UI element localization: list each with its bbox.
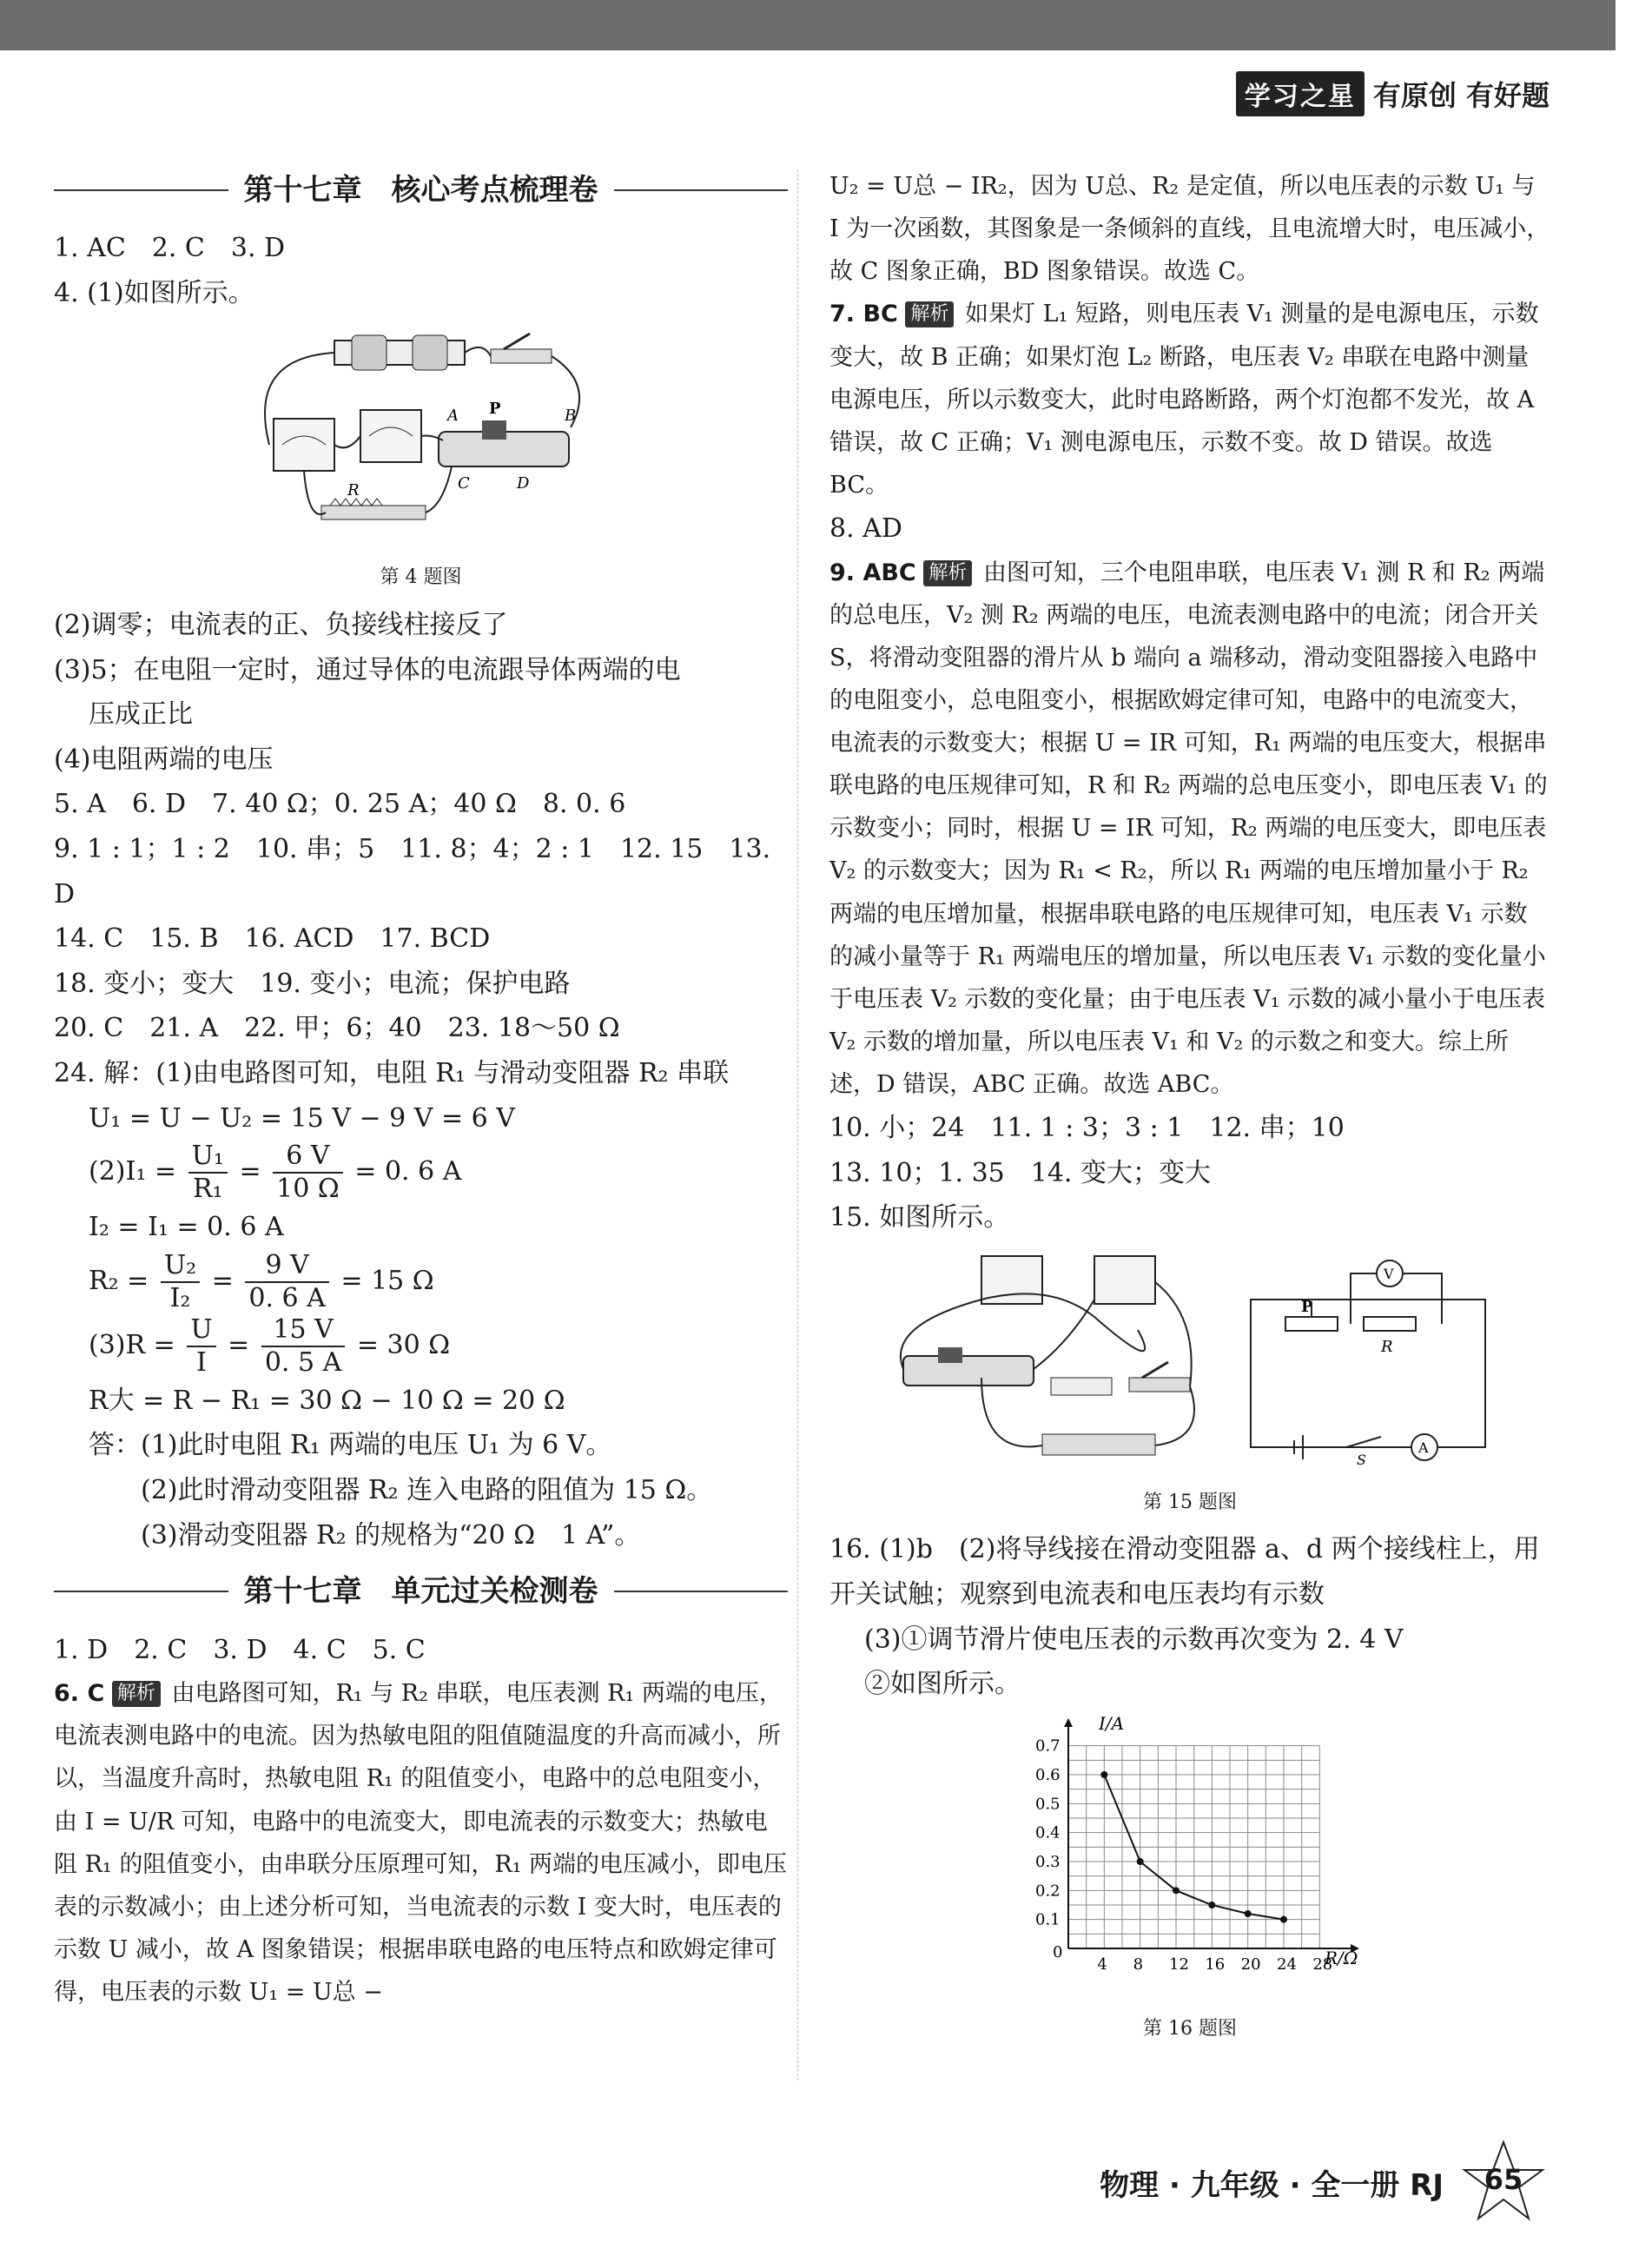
origin-label: 0 (1053, 1942, 1063, 1961)
figure-4-caption: 第 4 题图 (380, 566, 462, 589)
y-axis-label: I/A (1099, 1713, 1125, 1734)
top-banner (0, 0, 1616, 50)
analysis-6-cont: U₂ = U总 − IR₂，因为 U总、R₂ 是定值，所以电压表的示数 U₁ 与 I 为一次函数，其图象是一条倾斜的直线，且电流增大时，电压减小，故 C 图象正确，BD 图象错误。故选 C。 (829, 173, 1550, 286)
left-column (54, 156, 788, 2014)
answer-line: (2)此时滑动变阻器 R₂ 连入电路的阻值为 15 Ω。 (141, 1474, 713, 1505)
svg-text:R: R (347, 480, 360, 499)
analysis-tag: 解析 (112, 1681, 161, 1707)
analysis-7: 7. BC 解析 如果灯 L₁ 短路，则电压表 V₁ 测量的是电源电压，示数变大，故 B 正确；如果灯泡 L₂ 断路，电压表 V₂ 串联在电路中测量电源电压，所以示数变大，此时电路断路，两个灯泡都不发光，故 A 错误，故 C 正确；V₁ 测电源电压，示数不变。故 D 错误。故选 BC。 (829, 301, 1539, 499)
answer-line: 8. AD (829, 513, 902, 544)
svg-text:P: P (488, 399, 501, 418)
svg-text:A: A (1418, 1439, 1429, 1456)
answer-line: (3)5；在电阻一定时，通过导体的电流跟导体两端的电 (54, 654, 681, 685)
answer-line: 5. A 6. D 7. 40 Ω；0. 25 A；40 Ω 8. 0. 6 (54, 789, 626, 820)
answer-line: 10. 小；24 11. 1 : 3；3 : 1 12. 串；10 (829, 1113, 1345, 1144)
answer-line: 24. 解：(1)由电路图可知，电阻 R₁ 与滑动变阻器 R₂ 串联 (54, 1058, 730, 1089)
answer-line: 1. AC 2. C 3. D (54, 233, 286, 264)
data-point (1173, 1887, 1180, 1894)
answer-line: 15. 如图所示。 (829, 1202, 1010, 1234)
x-tick-label: 16 (1205, 1955, 1226, 1974)
equation-line: U₁ = U − U₂ = 15 V − 9 V = 6 V (89, 1102, 515, 1134)
svg-text:R: R (1381, 1338, 1393, 1356)
analysis-tag: 解析 (923, 560, 972, 586)
analysis-9: 9. ABC 解析 由图可知，三个电阻串联，电压表 V₁ 测 R 和 R₂ 两端的总电压，V₂ 测 R₂ 两端的电压，电流表测电路中的电流；闭合开关 S，将滑动变阻器的滑片从 b 端向 a 端移动，滑动变阻器接入电路中的电阻变小，总电阻变小，根据欧姆定律可知，电路中的电流变大，电流表的示数变大；根据 U = IR 可知，R₁ 两端的电压变大，根据串联电路的电压规律可知，R 和 R₂ 两端的总电压变小，即电压表 V₁ 的示数变小；同时，根据 U = IR 可知，R₂ 两端的电压变大，即电压表 V₂ 的示数变大；因为 R₁ < R₂，所以 R₁ 两端的电压增加量小于 R₂ 两端的电压增加量，根据串联电路的电压规律可知，电压表 V₁ 示数的减小量等于 R₁ 两端电压的增加量，所以电压表 V₁ 示数的变化量小于电压表 V₂ 示数的变化量；由于电压表 V₁ 示数的减小量小于电压表 V₂ 示数的增加量，所以电压表 V₁ 和 V₂ 的示数之和变大。综上所述，D 错误，ABC 正确。故选 ABC。 (829, 559, 1548, 1099)
y-tick-label: 0.2 (1035, 1882, 1061, 1901)
answer-line: 18. 变小；变大 19. 变小；电流；保护电路 (54, 968, 571, 999)
equation-fraction: (3)R = $\frac{U}{I}$ = $\frac{15 V}{0. 5 A}$ = 30 Ω (89, 1313, 451, 1378)
x-axis-label: R/Ω (1325, 1947, 1358, 1968)
x-tick-label: 20 (1240, 1955, 1261, 1974)
column-divider (797, 169, 798, 2080)
section-title-core: 第十七章 核心考点梳理卷 (54, 165, 788, 215)
svg-text:D: D (516, 473, 529, 493)
i-r-chart (1008, 1714, 1372, 1992)
figure-15-circuit (829, 1247, 1550, 1479)
data-point (1137, 1858, 1144, 1865)
y-axis-arrow (1064, 1718, 1073, 1727)
y-tick-label: 0.7 (1035, 1736, 1061, 1756)
figure-16-caption: 第 16 题图 (1143, 2018, 1237, 2041)
x-tick-label: 24 (1277, 1955, 1297, 1974)
svg-text:S: S (1357, 1452, 1366, 1465)
page-number-badge (1456, 2139, 1551, 2226)
y-tick-label: 0.5 (1035, 1795, 1061, 1814)
svg-text:P: P (1301, 1298, 1313, 1316)
svg-text:C: C (457, 473, 470, 493)
equation-fraction: R₂ = $\frac{\text{U₂}}{\text{I₂}}$ = $\frac{9 V}{0. 6 A}$ = 15 Ω (89, 1249, 434, 1313)
answer-line: ②如图所示。 (864, 1669, 1021, 1700)
right-column (829, 165, 1550, 2054)
equation-line: R大 = R − R₁ = 30 Ω − 10 Ω = 20 Ω (89, 1385, 565, 1416)
y-tick-label: 0.4 (1035, 1823, 1061, 1842)
page-footer (1100, 2139, 1551, 2226)
equation-fraction: (2)I₁ = $\frac{\text{U₁}}{\text{R₁}}$ = $\frac{6 V}{10 \Omega}$ = 0. 6 A (89, 1141, 462, 1205)
answer-line: 压成正比 (89, 699, 193, 731)
answer-line: 20. C 21. A 22. 甲；6；40 23. 18～50 Ω (54, 1013, 620, 1044)
y-tick-label: 0.6 (1035, 1765, 1061, 1784)
data-point (1100, 1771, 1107, 1778)
x-tick-label: 28 (1312, 1955, 1333, 1974)
figure-4-circuit (54, 323, 788, 555)
answer-line: 9. 1 : 1；1 : 2 10. 串；5 11. 8；4；2 : 1 12. 15 13. D (54, 834, 771, 910)
page-number: 65 (1483, 2163, 1523, 2196)
answer-line: (2)调零；电流表的正、负接线柱接反了 (54, 610, 508, 641)
brand-header (1236, 71, 1550, 116)
data-point (1208, 1902, 1215, 1908)
x-tick-label: 8 (1133, 1955, 1144, 1974)
analysis-6: 6. C 解析 由电路图可知，R₁ 与 R₂ 串联，电压表测 R₁ 两端的电压，电流表测电路中的电流。因为热敏电阻的阻值随温度的升高而减小，所以，当温度升高时，热敏电阻 R₁ 的阻值变小，电路中的总电阻变小，由 I = U/R 可知，电路中的电流变大，即电流表的示数变大；热敏电阻 R₁ 的阻值变小，由串联分压原理可知，R₁ 两端的电压减小，即电压表的示数减小；由上述分析可知，当电流表的示数 I 变大时，电压表的示数 U 减小，故 A 图象错误；根据串联电路的电压特点和欧姆定律可得，电压表的示数 U₁ = U总 − (54, 1680, 788, 2007)
figure-15-caption: 第 15 题图 (1143, 1491, 1237, 1513)
equation-line: I₂ = I₁ = 0. 6 A (89, 1212, 284, 1243)
svg-text:B: B (564, 406, 576, 425)
answer-line: (3)①调节滑片使电压表的示数再次变为 2. 4 V (864, 1624, 1404, 1655)
data-point (1245, 1910, 1252, 1917)
svg-text:A: A (446, 406, 459, 425)
brand-logo: 学习之星 (1236, 71, 1365, 116)
answer-line: 4. (1)如图所示。 (54, 278, 254, 309)
figure-16-graph (829, 1714, 1550, 2007)
x-tick-label: 12 (1169, 1955, 1189, 1974)
answer-line: 14. C 15. B 16. ACD 17. BCD (54, 923, 491, 955)
brand-slogan: 有原创 有好题 (1372, 79, 1550, 112)
section-title-unit: 第十七章 单元过关检测卷 (54, 1566, 788, 1617)
y-tick-label: 0.1 (1035, 1910, 1061, 1929)
answer-line: 13. 10；1. 35 14. 变大；变大 (829, 1157, 1211, 1188)
svg-text:V: V (1384, 1266, 1394, 1282)
y-tick-label: 0.3 (1035, 1852, 1061, 1871)
answer-line: 答：(1)此时电阻 R₁ 两端的电压 U₁ 为 6 V。 (89, 1430, 612, 1461)
footer-subject: 物理 · 九年级 · 全一册 RJ (1100, 2167, 1444, 2203)
x-tick-label: 4 (1097, 1955, 1107, 1974)
answer-line: (3)滑动变阻器 R₂ 的规格为“20 Ω 1 A”。 (141, 1519, 641, 1551)
answer-line: 1. D 2. C 3. D 4. C 5. C (54, 1634, 426, 1665)
answer-line: 16. (1)b (2)将导线接在滑动变阻器 a、d 两个接线柱上，用开关试触；观察到电流表和电压表均有示数 (829, 1534, 1540, 1611)
data-point (1280, 1915, 1287, 1922)
analysis-tag: 解析 (905, 301, 954, 327)
answer-line: (4)电阻两端的电压 (54, 744, 274, 775)
